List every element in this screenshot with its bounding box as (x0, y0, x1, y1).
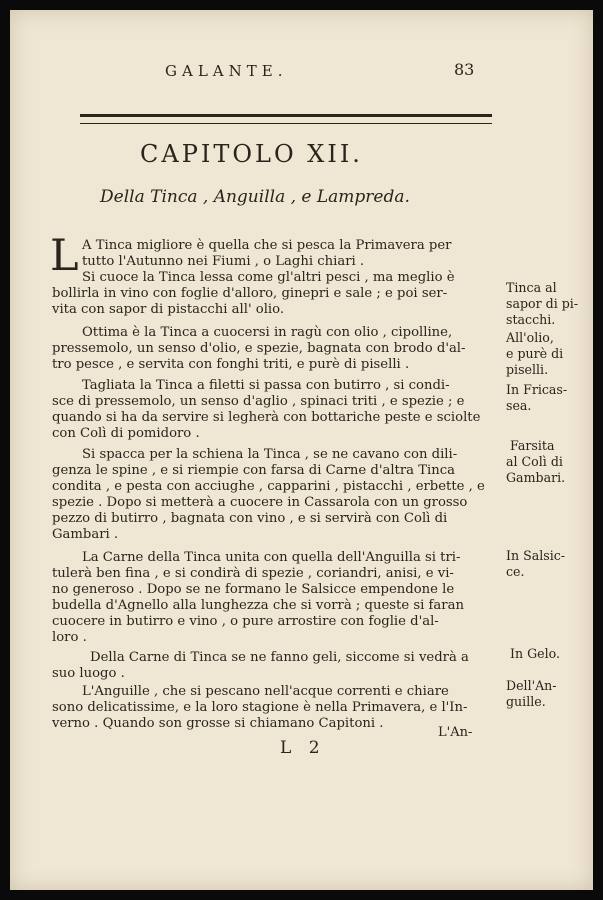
margin-note: Gambari. (506, 470, 566, 485)
text-line: tro pesce , e servita con fonghi triti, e purè di piselli . (52, 357, 410, 372)
margin-note: All'olio, (506, 330, 554, 345)
text-line: Tagliata la Tinca a filetti si passa con butirro , si condi- (82, 378, 450, 393)
margin-note: In Fricas- (506, 382, 568, 397)
signature-mark: L 2 (280, 738, 326, 758)
margin-note: Farsita (510, 438, 555, 453)
text-line: cuocere in butirro e vino , o pure arrostire con foglie d'al- (52, 614, 439, 629)
text-line: pressemolo, un senso d'olio, e spezie, bagnata con brodo d'al- (52, 341, 466, 356)
text-line: verno . Quando son grosse si chiamano Capitoni . (52, 716, 384, 731)
book-page (10, 10, 593, 890)
text-line: quando si ha da servire si legherà con bottariche peste e sciolte (52, 410, 481, 425)
text-line: vita con sapor di pistacchi all' olio. (52, 302, 285, 317)
margin-note: In Salsic- (506, 548, 566, 563)
header-rule-thick (80, 114, 492, 117)
chapter-subtitle: Della Tinca , Anguilla , e Lampreda. (100, 187, 410, 207)
text-line: condita , e pesta con acciughe , capparini , pistacchi , erbette , e (52, 479, 485, 494)
margin-note: piselli. (506, 362, 549, 377)
text-line: budella d'Agnello alla lunghezza che si vorrà ; queste si faran (52, 598, 464, 613)
text-line: Della Carne di Tinca se ne fanno geli, siccome si vedrà a (90, 650, 469, 665)
chapter-title: CAPITOLO XII. (140, 140, 363, 168)
text-line: Si spacca per la schiena la Tinca , se ne cavano con dili- (82, 447, 458, 462)
text-line: pezzo di butirro , bagnata con vino , e si servirà con Colì di (52, 511, 448, 526)
text-line: sono delicatissime, e la loro stagione è nella Primavera, e l'In- (52, 700, 468, 715)
margin-note: e purè di (506, 346, 564, 361)
text-line: Gambari . (52, 527, 119, 542)
text-line: Ottima è la Tinca a cuocersi in ragù con olio , cipolline, (82, 325, 453, 340)
text-line: bollirla in vino con foglie d'alloro, ginepri e sale ; e poi ser- (52, 286, 448, 301)
text-line: sce di pressemolo, un senso d'aglio , spinaci triti , e spezie ; e (52, 394, 465, 409)
text-line: tutto l'Autunno nei Fiumi , o Laghi chiari . (82, 254, 365, 269)
drop-cap: L (50, 231, 79, 281)
page-number: 83 (454, 60, 475, 79)
margin-note: Tinca al (506, 280, 557, 295)
margin-note: In Gelo. (510, 646, 560, 661)
margin-note: sea. (506, 398, 532, 413)
margin-note: stacchi. (506, 312, 556, 327)
text-line: Si cuoce la Tinca lessa come gl'altri pesci , ma meglio è (82, 270, 455, 285)
text-line: loro . (52, 630, 87, 645)
text-line: A Tinca migliore è quella che si pesca la Primavera per (82, 238, 452, 253)
text-line: La Carne della Tinca unita con quella dell'Anguilla si tri- (82, 550, 461, 565)
margin-note: ce. (506, 564, 525, 579)
catchword: L'An- (438, 725, 473, 740)
text-line: no generoso . Dopo se ne formano le Salsicce empendone le (52, 582, 455, 597)
text-line: genza le spine , e si riempie con farsa di Carne d'altra Tinca (52, 463, 455, 478)
text-line: suo luogo . (52, 666, 125, 681)
text-line: spezie . Dopo si metterà a cuocere in Cassarola con un grosso (52, 495, 468, 510)
text-line: L'Anguille , che si pescano nell'acque correnti e chiare (82, 684, 449, 699)
header-rule-thin (80, 123, 492, 124)
margin-note: al Colì di (506, 454, 563, 469)
margin-note: sapor di pi- (506, 296, 579, 311)
text-line: tulerà ben fina , e si condirà di spezie , coriandri, anisi, e vi- (52, 566, 454, 581)
margin-note: Dell'An- (506, 678, 557, 693)
running-title: GALANTE. (165, 62, 288, 80)
margin-note: guille. (506, 694, 546, 709)
text-line: con Colì di pomidoro . (52, 426, 200, 441)
